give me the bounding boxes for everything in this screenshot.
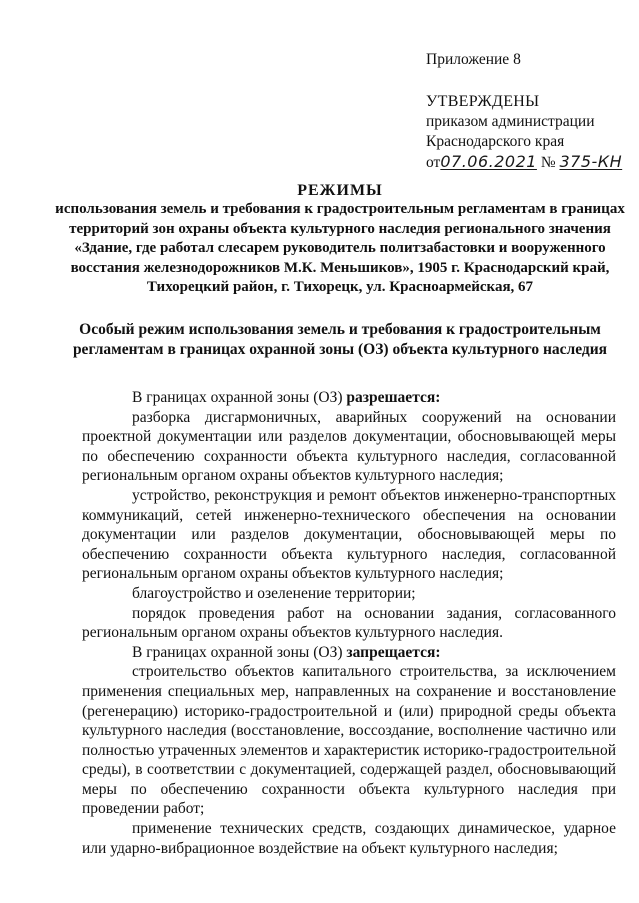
approved-heading: УТВЕРЖДЕНЫ <box>426 93 540 110</box>
section-heading: Особый режим использования земель и требования к градостроительным регламентам в границах охранной зоны (ОЗ) объекта культурного наследия <box>72 321 608 358</box>
paragraph-construction: строительство объектов капитального строительства, за исключением применения специальных мер, направленных на сохранение и восстановление (регенерацию) историко-градостроительной и (или) природной среды объекта культурного наследия (восстановление, воссоздание, восполнение частично или полностью утраченных элементов и характеристик историко-градостроительной среды), в соответствии с документацией, содержащей раздел, обосновывающий меры по обеспечению сохранности объекта культурного наследия при проведении работ; <box>82 663 616 818</box>
permitted-intro-text: В границах охранной зоны (ОЗ) <box>132 389 347 406</box>
paragraph-technical-means: применение технических средств, создающих динамическое, ударное или ударно-вибрационное воздействие на объект культурного наследия; <box>82 820 616 857</box>
paragraph-demolition: разборка дисгармоничных, аварийных сооружений на основании проектной документации или разделов документации, обосновывающей меры по обеспечению сохранности объекта культурного наследия, согласованной региональным органом охраны объектов культурного наследия; <box>82 408 616 485</box>
handwritten-order-number: 375-КН <box>559 152 623 171</box>
approved-by-line-1: приказом администрации <box>426 113 595 130</box>
document-title: РЕЖИМЫ <box>297 182 383 199</box>
date-prefix: от <box>426 154 441 171</box>
approval-stamp-block <box>426 50 622 173</box>
paragraph-utilities: устройство, реконструкция и ремонт объектов инженерно-транспортных коммуникаций, сетей инженерно-технического обеспечения на основании документации или разделов документации, обосновывающей меры по обеспечению сохранности объекта культурного наследия, согласованной региональным органом охраны объектов культурного наследия; <box>82 486 616 583</box>
document-subtitle: использования земель и требования к градостроительным регламентам в границах территорий зон охраны объекта культурного наследия регионального значения «Здание, где работал слесарем руководитель политзабастовки и вооруженного восстания железнодорожников М.К. Меньшиков», 1905 г. Краснодарский край, Тихорецкий район, г. Тихорецк, ул. Красноармейская, 67 <box>55 201 625 296</box>
approved-by-line-2: Краснодарского края <box>426 133 565 150</box>
permitted-keyword: разрешается: <box>346 389 441 406</box>
paragraph-landscaping: благоустройство и озеленение территории; <box>132 584 416 602</box>
paragraph-prohibited-intro <box>82 643 616 663</box>
paragraph-work-order: порядок проведения работ на основании задания, согласованного региональным органом охраны объектов культурного наследия. <box>82 604 616 642</box>
paragraph-permitted-intro <box>82 388 616 408</box>
number-prefix: № <box>540 154 556 171</box>
appendix-number: Приложение 8 <box>426 51 521 68</box>
document-body <box>82 388 616 858</box>
order-date-number-line <box>426 152 622 173</box>
prohibited-intro-text: В границах охранной зоны (ОЗ) <box>132 643 347 661</box>
prohibited-keyword: запрещается: <box>346 643 441 661</box>
handwritten-date: 07.06.2021 <box>440 152 537 171</box>
